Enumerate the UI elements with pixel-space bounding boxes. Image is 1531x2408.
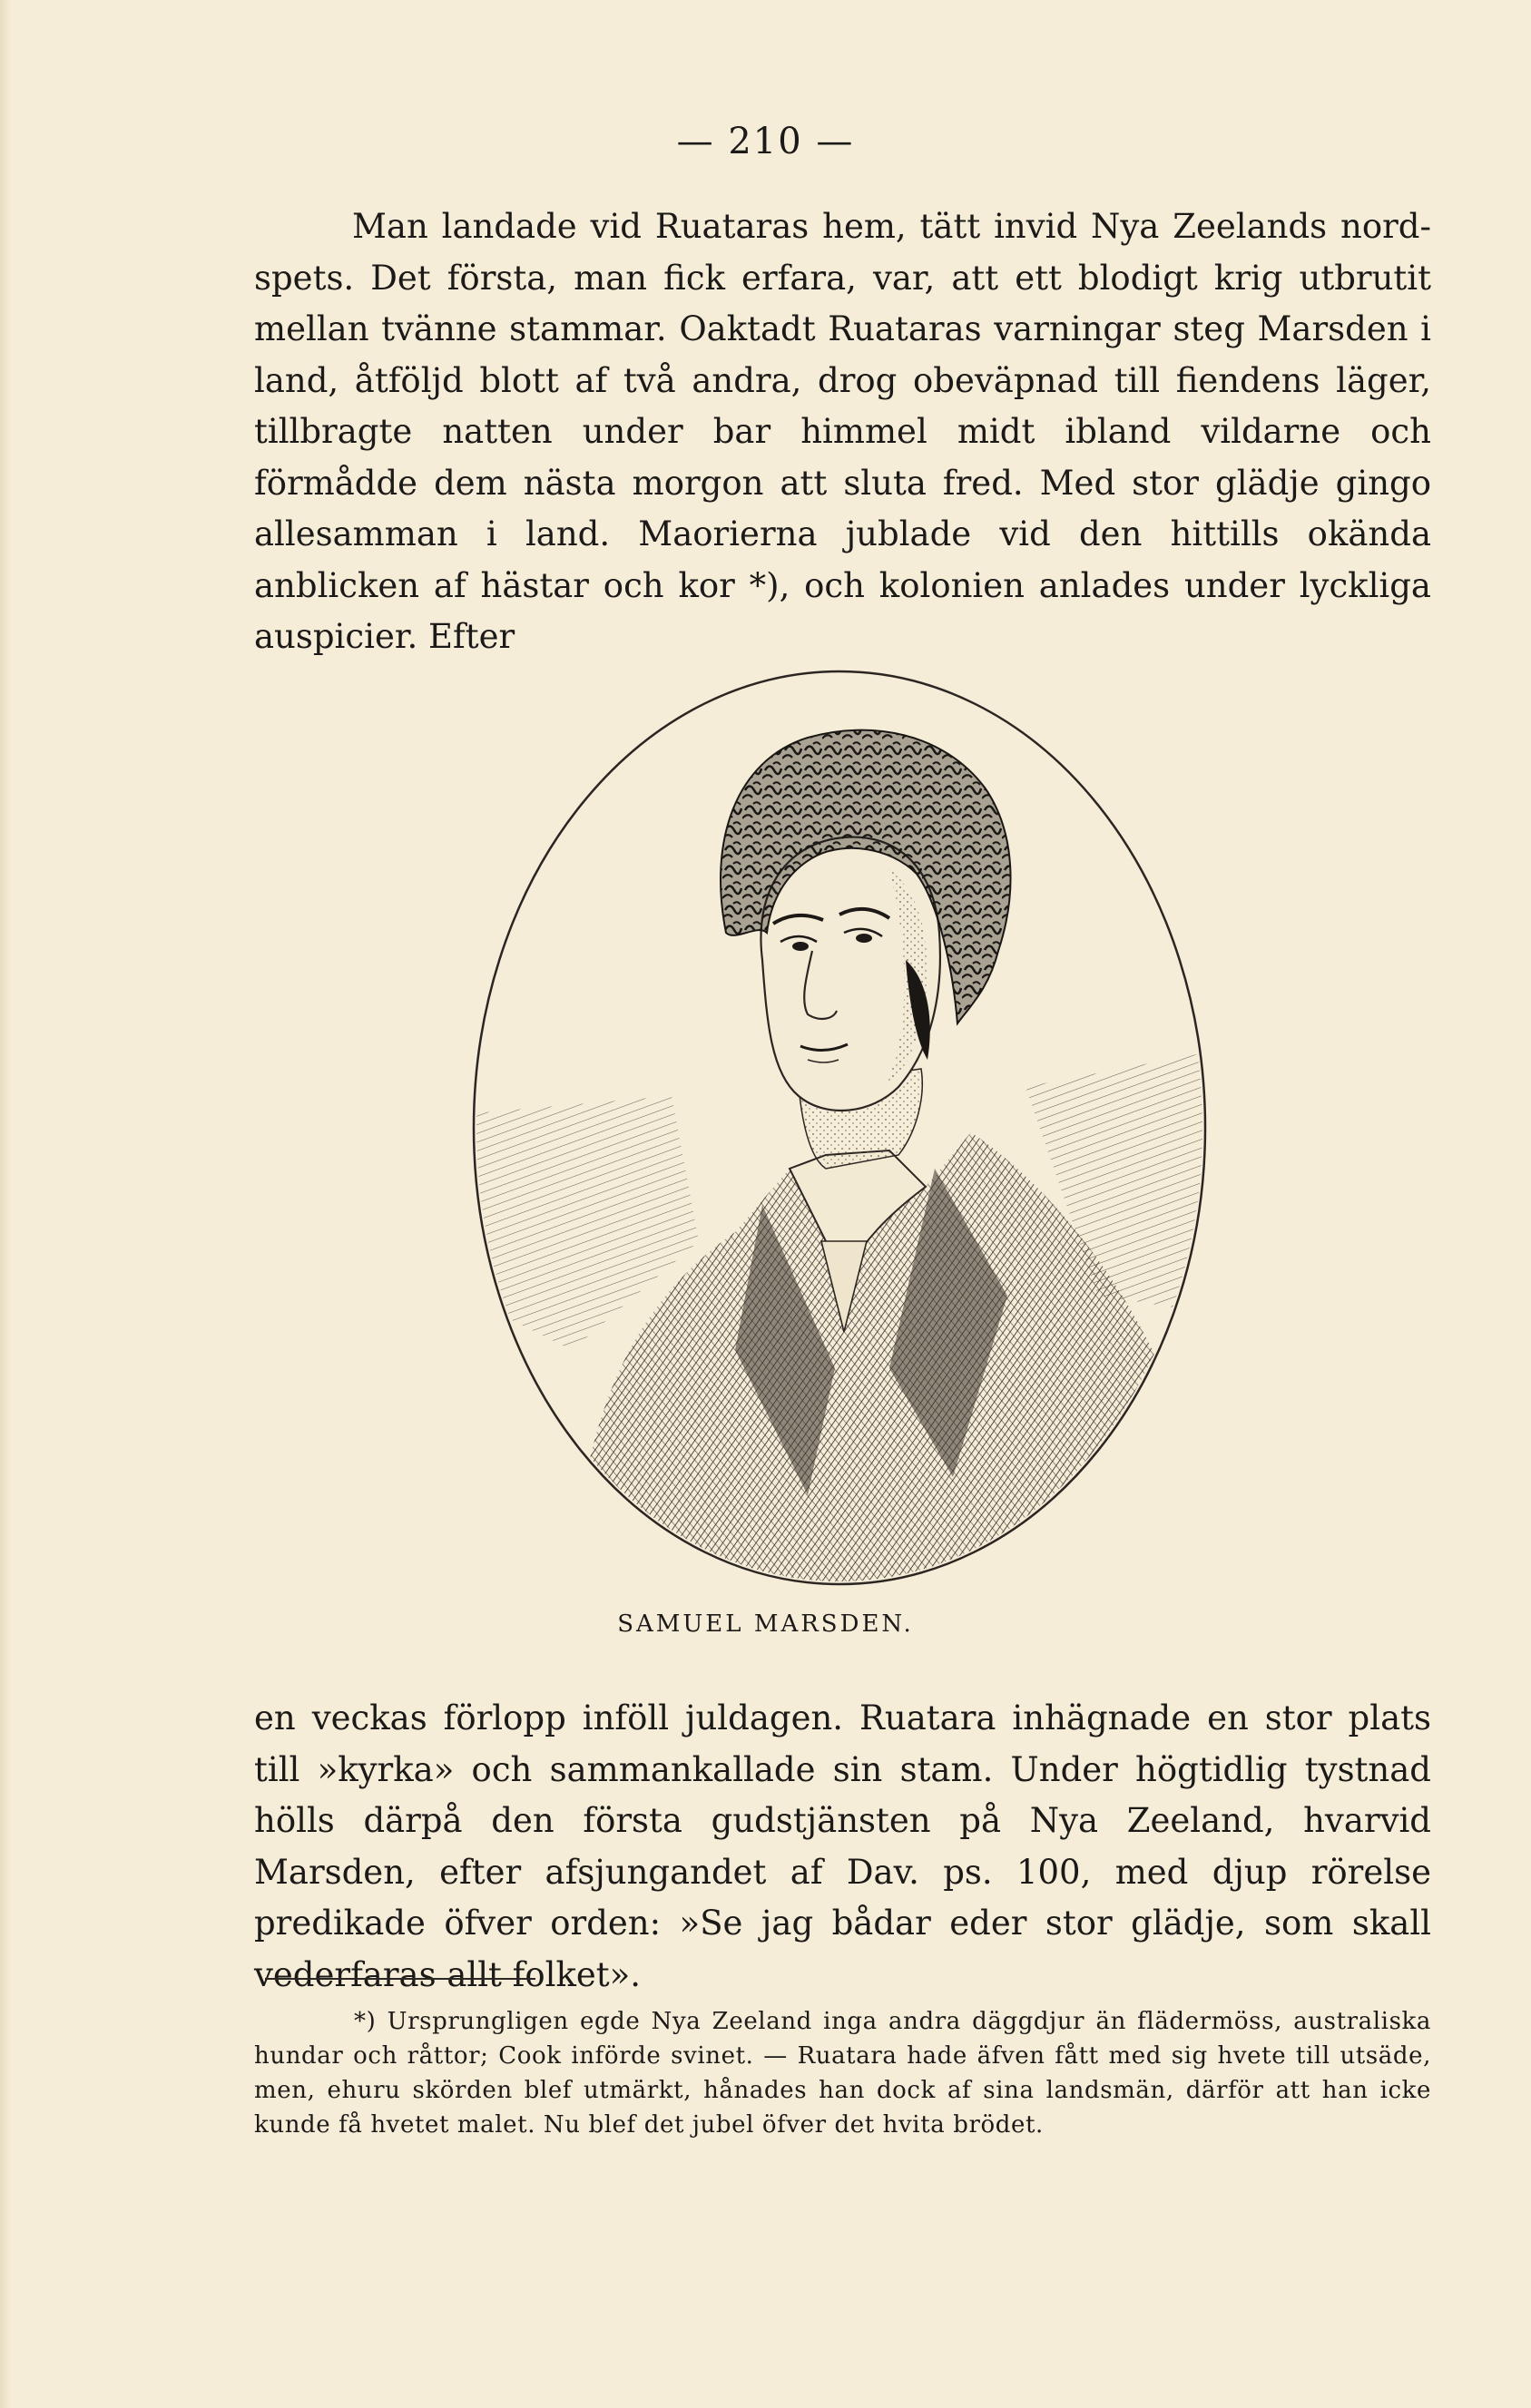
paragraph-text: Man landade vid Ruataras hem, tätt invid Nya Zeelands nordspets. Det första, man fick erfara, var, att ett blodigt krig utbrutit mellan tvänne stammar. Oaktadt Ruataras varningar steg Marsden i land, åtföljd blott af två andra, drog obeväpnad till fiendens läger, tillbragte natten under bar himmel midt ibland vildarne och förmådde dem nästa morgon att sluta fred. Med stor glädje gingo allesamman i land. Maorierna jublade vid den hittills okända anblicken af hästar och kor *), och kolonien anlades under lyckliga auspicier. Efter bbox=[254, 207, 1431, 656]
body-paragraph-top bbox=[254, 201, 1431, 663]
paragraph-text: en veckas förlopp inföll juldagen. Ruatara inhägnade en stor plats till »kyrka» och sammankallade sin stam. Under högtidlig tystnad hölls därpå den första gudstjänsten på Nya Zeeland, hvarvid Marsden, efter afsjungandet af Dav. ps. 100, med djup rörelse predikade öfver orden: »Se jag bådar eder stor glädje, som skall vederfaras allt folket». bbox=[254, 1698, 1431, 1994]
body-paragraph-bottom bbox=[254, 1693, 1431, 2001]
footnote-text: *) Ursprungligen egde Nya Zeeland inga andra däggdjur än flädermöss, australiska hundar och råttor; Cook införde svinet. — Ruatara hade äfven fått med sig hvete till utsäde, men, ehuru skörden blef utmärkt, hånades han dock af sina landsmän, därför att han icke kunde få hvetet malet. Nu blef det jubel öfver det hvita brödet. bbox=[254, 2008, 1431, 2139]
figure-caption: SAMUEL MARSDEN. bbox=[617, 1610, 914, 1638]
footnote bbox=[254, 2004, 1431, 2142]
portrait-engraving bbox=[463, 661, 1216, 1595]
footnote-divider bbox=[265, 1978, 535, 1980]
page-number: — 210 — bbox=[676, 121, 855, 162]
page-edge-shadow bbox=[0, 0, 11, 2408]
